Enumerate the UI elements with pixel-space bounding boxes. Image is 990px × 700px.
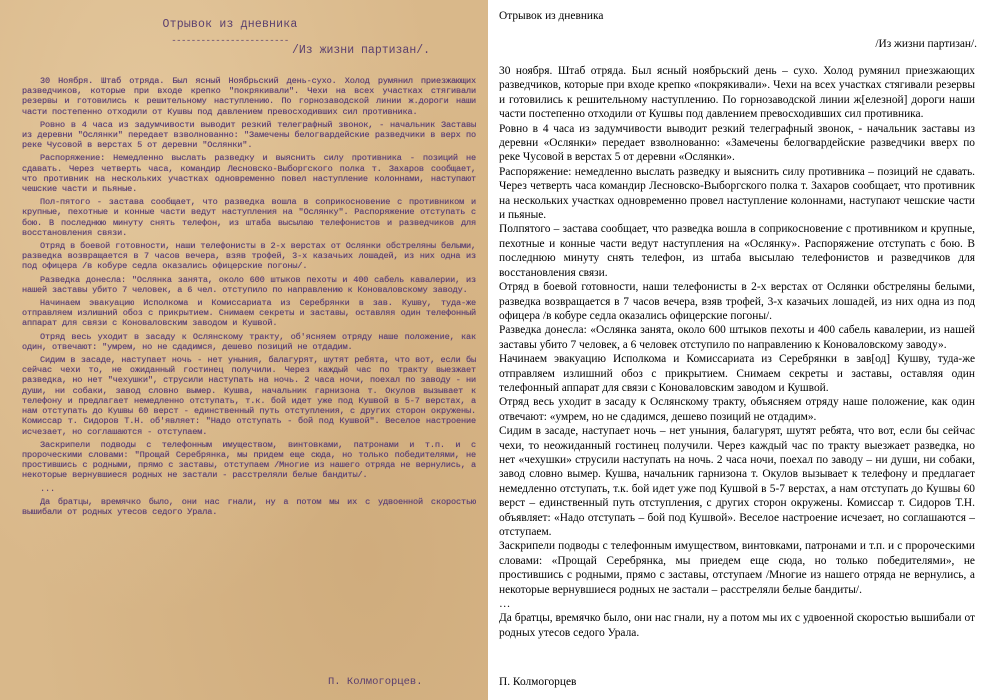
transcription-paragraph: … bbox=[499, 598, 511, 611]
transcription-signature: П. Колмогорцев bbox=[499, 676, 577, 688]
typescript-body bbox=[22, 76, 476, 656]
typescript-paragraph: Отряд весь уходит в засаду к Ослянскому тракту, об'ясняем отряду наше положение, как один, отвечают: "умрем, но не сдадимся, дешево позиций не отдадим. bbox=[22, 331, 476, 352]
typescript-paragraph: ... bbox=[40, 483, 56, 494]
typescript-title: Отрывок из дневника bbox=[162, 18, 298, 31]
typescript-signature: П. Колмогорцев. bbox=[328, 676, 423, 688]
transcription-subtitle: /Из жизни партизан/. bbox=[875, 38, 977, 50]
typescript-paragraph: Ровно в 4 часа из задумчивости выводит резкий телеграфный звонок, - начальник Заставы из деревни "Ослянки" передает взволнованно: "Замечены белогвардейские разведчики в верх по реке Чусовой в верстах 5 от деревни "Ослянки". bbox=[22, 119, 476, 151]
transcription-paragraph: 30 ноября. Штаб отряда. Был ясный ноябрьский день – сухо. Холод румянил приезжающих разведчиков, которые при входе крепко «покрякивали». Чехи на всех участках стягивали резервы и готовились к решительному наступлению. По горнозаводской линии ж[елезной] дороги наши части постепенно отходили от Кушвы под давлением превосходивших сил противника. bbox=[499, 65, 975, 121]
typescript-title-rule: ------------------------ bbox=[171, 36, 289, 46]
transcription-paragraph: Отряд весь уходит в засаду к Ослянскому тракту, объясняем отряду наше положение, как один отвечают: «умрем, но не сдадимся, дешево позиций не отдадим». bbox=[499, 396, 975, 423]
typescript-paragraph: Распоряжение: Немедленно выслать разведку и выяснить силу противника - позиций не сдавать. Через четверть часа, командир Лесновско-Выборгского полка т. Захаров сообщает, что противник на нескольких участках одновременно повел наступление колоннами, наступают чешские части и пьяные. bbox=[22, 153, 476, 195]
scanned-typescript-page bbox=[0, 0, 488, 700]
typescript-paragraph: 30 Ноября. Штаб отряда. Был ясный Ноябрьский день-сухо. Холод румянил приезжающих разведчиков, которые при входе крепко "покрякивали". Чехи на всех участках стягивали резервы и готовились к решительному наступлению. По горнозаводской линии ж.дороги наши части постепенно отходили от Кушвы под давлением превосходивших сил противника. bbox=[22, 76, 476, 117]
typescript-paragraph: Пол-пятого - застава сообщает, что разведка вошла в соприкосновение с противником и крупные, пехотные и конные части ведут наступления на "Ослянку". Распоряжение отступать с бою. В последнюю минуту снять телефон, из штаба высылаю телефонистов и разведчиков для восстановления связи. bbox=[22, 197, 476, 238]
transcription-paragraph: Распоряжение: немедленно выслать разведку и выяснить силу противника – позиций не сдавать. Через четверть часа командир Лесновско-Выборгского полка т. Захаров сообщает, что противник на нескольких участках одновременно провел наступление колоннами, наступают чешские части и пьяные. bbox=[499, 165, 975, 222]
transcription-paragraph: Отряд в боевой готовности, наши телефонисты в 2-х верстах от Ослянки обстреляны белыми, разведка возвращается в 7 часов вечера, взяв трофей, 3-х казачьих лошадей, из них одна из под офицера /в кобуре седла оказались офицерские погоны/. bbox=[499, 281, 975, 322]
typescript-paragraph: Разведка донесла: "Ослянка занята, около 600 штыков пехоты и 400 сабель кавалерии, из нашей заставы убито 7 человек, а 6 чел. отступило по направлению к Коноваловскому заводу. bbox=[22, 274, 476, 295]
typescript-subtitle: /Из жизни партизан/. bbox=[292, 44, 431, 57]
transcription-paragraph: Да братцы, времячко было, они нас гнали, ну а потом мы их с удвоенной скоростью вышибали от родных утесов седого Урала. bbox=[499, 612, 975, 639]
transcription-paragraph: Сидим в засаде, наступает ночь – нет уныния, балагурят, шутят ребята, что вот, если бы сейчас чехи, то неожиданный гостинец получили. Через каждый час по тракту выезжает разведка, но нет «чехушки» струсили наступать на ночь. 2 часа ночи, поехал по заводу – ни души, ни собаки, завод словно вымер. Кушва, начальник гарнизона т. Окулов вызывает к телефону и предлагает немедленно отступать, т.к. бой идет уже под Кушвой в 5-7 верстах, а нам отступать до Кушвы 60 верст – единственный путь отступления, с других сторон окружены. Комиссар т. Сидоров Т.Н. объявляет: «Надо отступать – бой под Кушвой». Веселое настроение исчезает, но соглашаются – отступаем. bbox=[499, 425, 975, 538]
transcription-body bbox=[499, 64, 975, 640]
typescript-paragraph: Заскрипели подводы с телефонным имуществом, винтовками, патронами и т.п. и с пророческими словами: "Прощай Серебрянка, мы придем еще сюда, но только победителями, не простившись с родными, прямо с заставы, отступаем /Многие из нашего отряда не вернулись, а некоторые вернувшиеся родных не застали - расстреляли белые бандиты/. bbox=[22, 439, 476, 481]
typescript-paragraph: Отряд в боевой готовности, наши телефонисты в 2-х верстах от Ослянки обстреляны белыми, разведка возвращается в 7 часов вечера, взяв трофей, 3-х казачьих лошадей, из них одна из под офицера /в кобуре седла оказались офицерские погоны/. bbox=[22, 241, 476, 272]
typescript-paragraph: Начинаем эвакуацию Исполкома и Комиссариата из Серебрянки в зав. Кушву, туда-же отправляем излишний обоз с прикрытием. Снимаем секреты и заставы, оставляя один телефонный аппарат для связи с Коноваловским заводом и Кушвой. bbox=[22, 298, 476, 329]
transcription-paragraph: Полпятого – застава сообщает, что разведка вошла в соприкосновение с противником и крупные, пехотные и конные части ведут наступления на «Ослянку». Распоряжение отступать с бою. В последнюю минуту снять телефон, из штаба высылаю телефонистов и разведчиков для восстановления связи. bbox=[499, 223, 975, 279]
transcription-title: Отрывок из дневника bbox=[499, 10, 604, 22]
transcription-paragraph: Ровно в 4 часа из задумчивости выводит резкий телеграфный звонок, - начальник заставы из деревни «Ослянки» передает взволнованно: «Замечены белогвардейские разведчики вверх по реке Чусовой в верстах 5 от деревни «Ослянки». bbox=[499, 122, 975, 164]
transcription-paragraph: Разведка донесла: «Ослянка занята, около 600 штыков пехоты и 400 сабель кавалерии, из нашей заставы убито 7 человек, а 6 человек отступило по направлению к Коноваловскому заводу». bbox=[499, 324, 975, 351]
transcription-paragraph: Начинаем эвакуацию Исполкома и Комиссариата из Серебрянки в зав[од] Кушву, туда-же отправляем излишний обоз с прикрытием. Снимаем секреты и заставы, оставляя один телефонный аппарат для связи с Коноваловским заводом и Кушвой. bbox=[499, 353, 975, 394]
typescript-paragraph: Сидим в засаде, наступает ночь - нет уныния, балагурят, шутят ребята, что вот, если бы сейчас чехи то, не ожиданный гостинец получили. Через каждый час по тракту выезжает разведка, но нет "чехушки", струсили наступать на ночь. 2 часа ночи, поехал по заводу - ни души, ни собаки, завод словно вымер. Кушва, начальник гарнизона т. Окулов вызывает к телефону и предлагает немедленно отступать, т.к. бой идет уже под Кушвой в 5-7 верстах, а нам отступать до Кушвы 60 верст - единственный путь отступления, с других сторон окружены. Комиссар т. Сидоров Т.Н. об'являет: "Надо отступать - бой под Кушвой". Веселое настроение исчезает, но соглашаются - отступаем. bbox=[22, 355, 476, 437]
typescript-paragraph: Да братцы, времячко было, они нас гнали, ну а потом мы их с удвоенной скоростью вышибали от родных утесов седого Урала. bbox=[22, 496, 476, 517]
transcription-paragraph: Заскрипели подводы с телефонным имуществом, винтовками, патронами и т.п. и с пророческими словами: «Прощай Серебрянка, мы приедем еще сюда, но только победителями», не простившись с родными, прямо с заставы, отступаем /Многие из нашего отряда не вернулись, а некоторые вернувшиеся родных не застали – расстреляли белые бандиты/. bbox=[499, 540, 975, 596]
transcription-panel bbox=[495, 0, 987, 700]
